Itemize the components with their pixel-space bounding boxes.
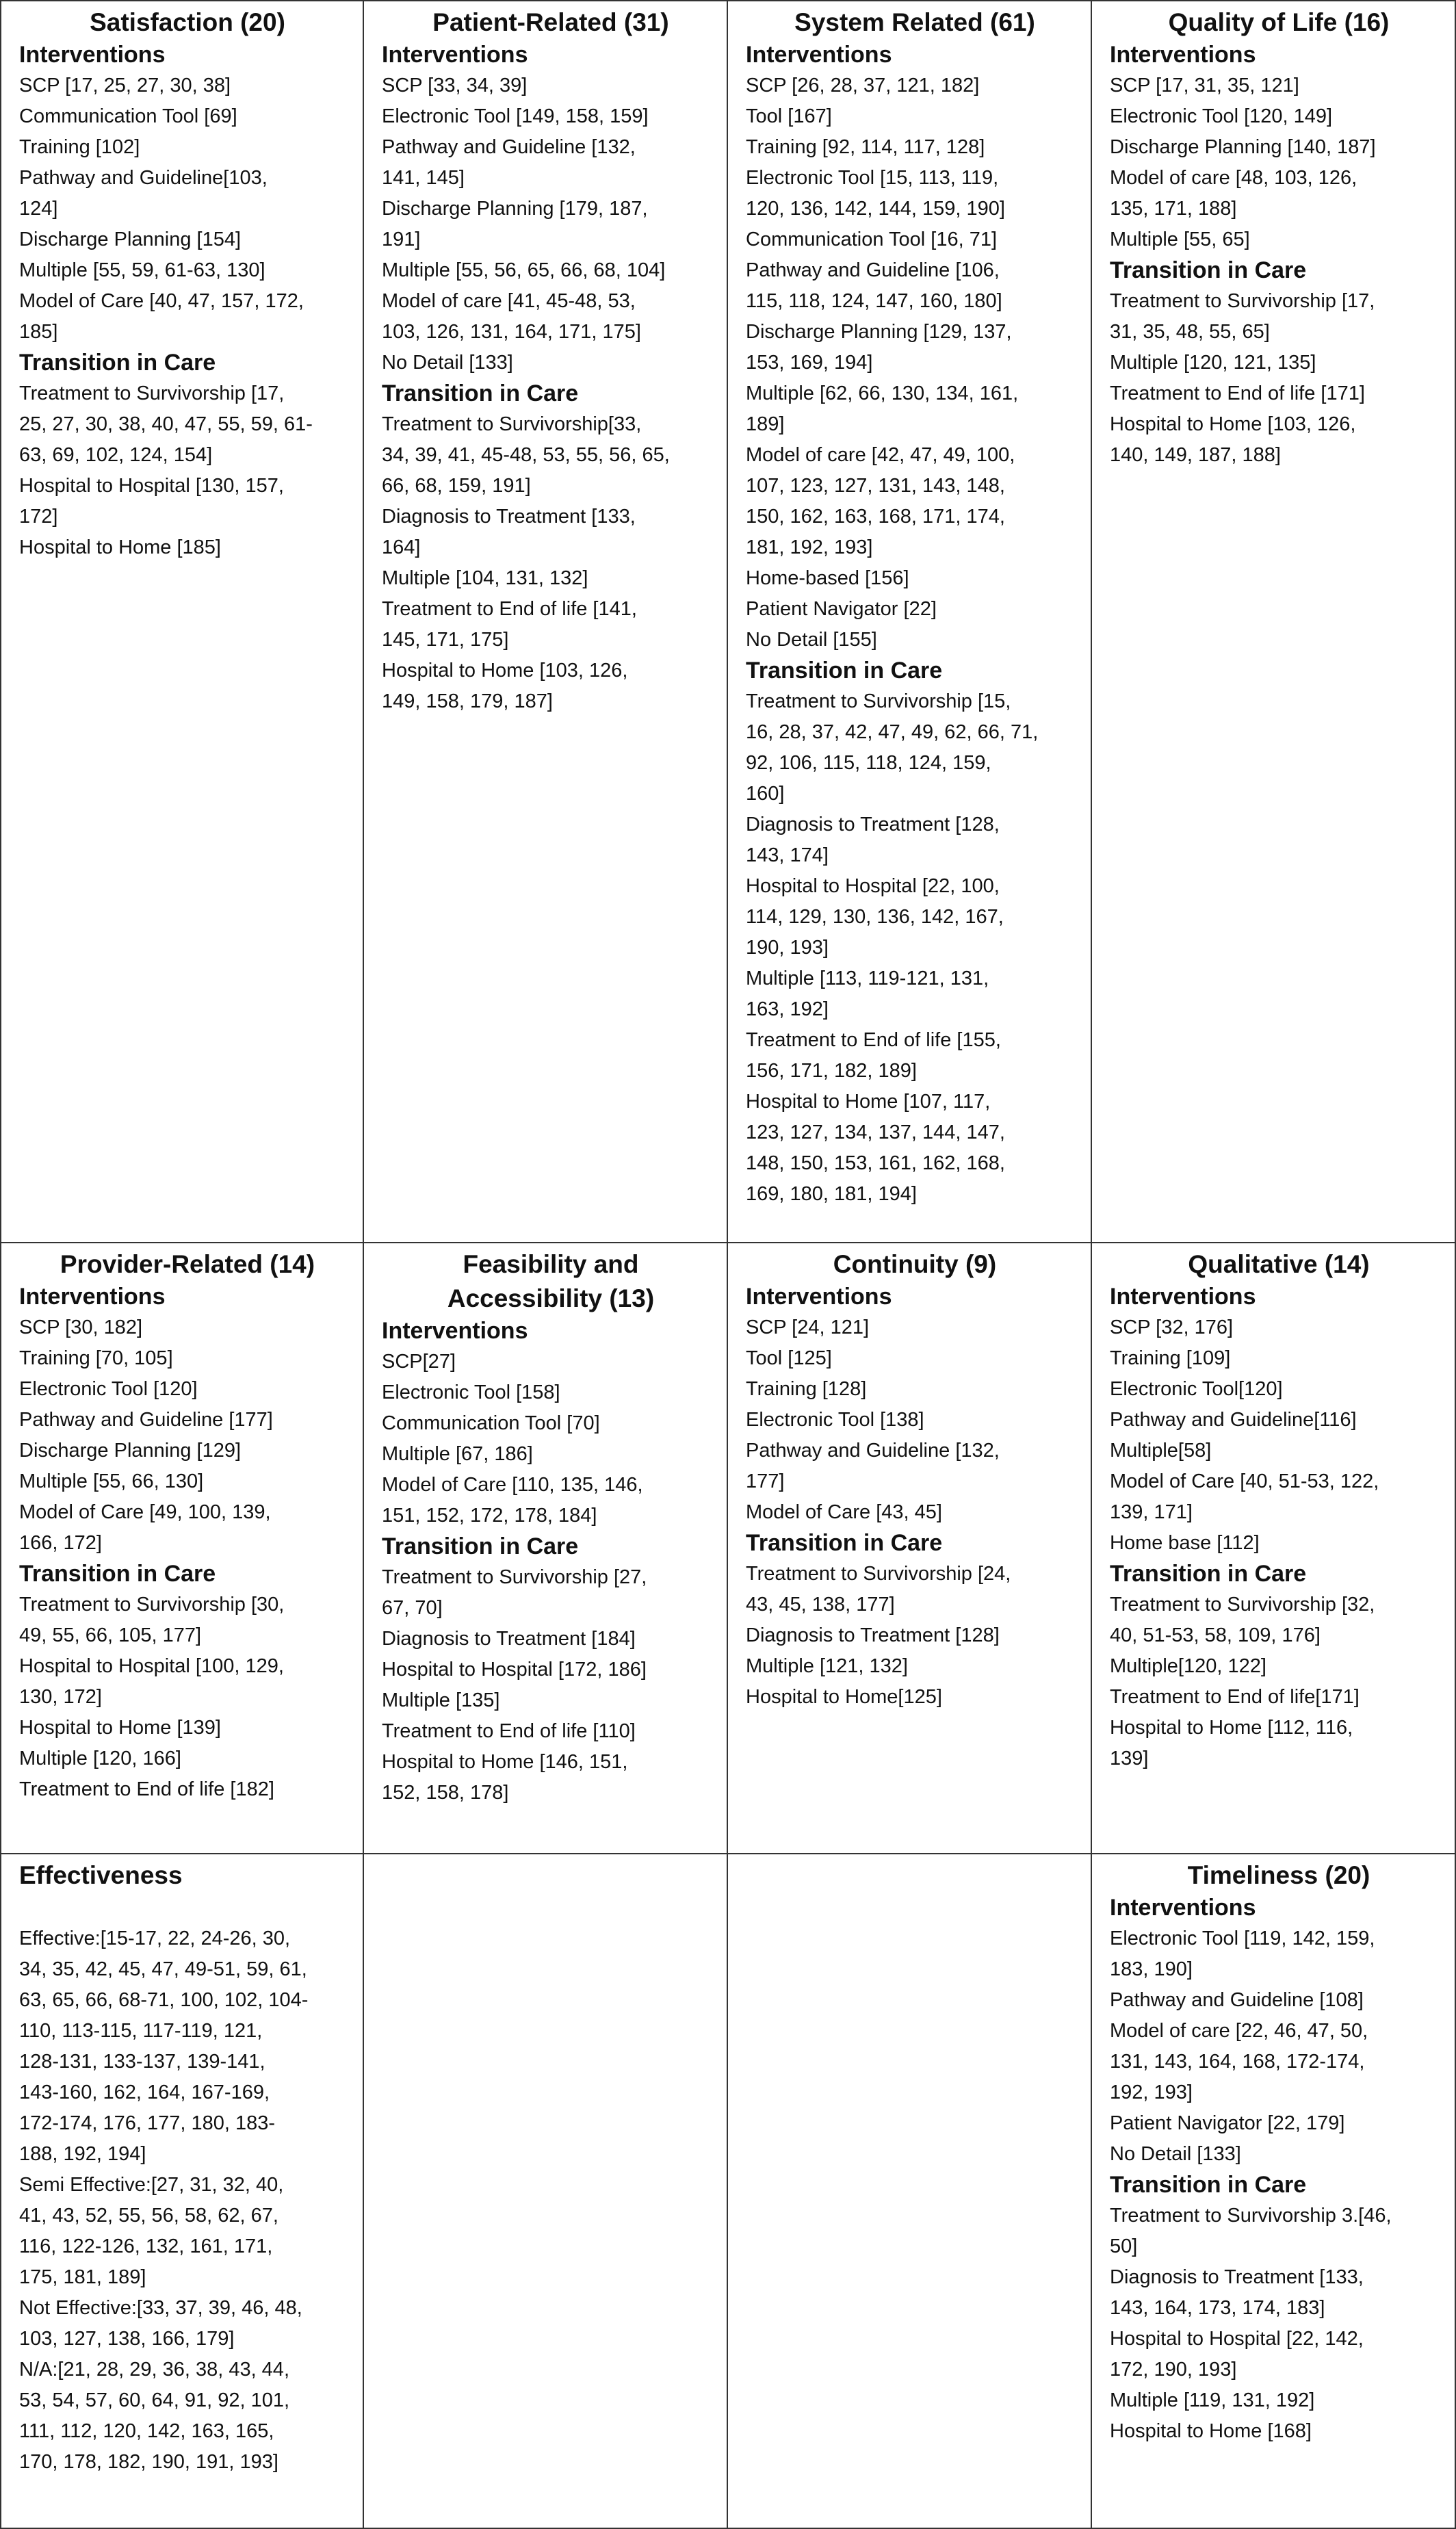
cell-title: Continuity (9) — [833, 1250, 997, 1278]
reference-line: 41, 43, 52, 55, 56, 58, 62, 67, — [19, 2205, 278, 2227]
reference-line: Treatment to Survivorship [30, — [19, 1594, 285, 1616]
spacer — [19, 1893, 356, 1923]
reference-line: Treatment to Survivorship 3.[46, — [1110, 2205, 1392, 2227]
reference-line: SCP [26, 28, 37, 121, 182] — [746, 75, 980, 96]
reference-line: Discharge Planning [140, 187] — [1110, 136, 1376, 158]
reference-line: Model of Care [43, 45] — [746, 1501, 942, 1523]
reference-line: 67, 70] — [382, 1597, 443, 1619]
reference-line: Hospital to Home [139] — [19, 1717, 221, 1739]
reference-line: Training [70, 105] — [19, 1347, 173, 1369]
reference-line: Diagnosis to Treatment [133, — [1110, 2266, 1364, 2288]
reference-line: SCP [17, 25, 27, 30, 38] — [19, 75, 231, 96]
reference-line: 192, 193] — [1110, 2081, 1193, 2103]
section-heading: Transition in Care — [19, 1561, 216, 1587]
reference-line: 92, 106, 115, 118, 124, 159, — [746, 752, 991, 774]
reference-line: Treatment to End of life [171] — [1110, 382, 1365, 404]
reference-line: Treatment to End of life [155, — [746, 1029, 1001, 1051]
reference-line: 49, 55, 66, 105, 177] — [19, 1624, 202, 1646]
reference-line: SCP [24, 121] — [746, 1317, 870, 1338]
reference-line: Multiple [120, 166] — [19, 1748, 181, 1769]
reference-line: No Detail [133] — [1110, 2143, 1241, 2165]
reference-line: 63, 65, 66, 68-71, 100, 102, 104- — [19, 1989, 309, 2011]
reference-line: Multiple [55, 59, 61-63, 130] — [19, 259, 265, 281]
section-heading: Transition in Care — [746, 658, 943, 684]
reference-line: 169, 180, 181, 194] — [746, 1183, 917, 1205]
cell-title: Timeliness (20) — [1187, 1861, 1370, 1889]
cell-title: Satisfaction (20) — [90, 8, 285, 36]
reference-line: Model of Care [49, 100, 139, — [19, 1501, 271, 1523]
table-cell — [0, 1853, 364, 2529]
reference-line: 181, 192, 193] — [746, 536, 873, 558]
reference-line: 151, 152, 172, 178, 184] — [382, 1505, 597, 1527]
reference-line: Multiple [113, 119-121, 131, — [746, 968, 989, 989]
reference-line: 153, 169, 194] — [746, 352, 873, 374]
table-cell — [0, 1242, 364, 1854]
reference-line: 175, 181, 189] — [19, 2266, 146, 2288]
cell-title: Effectiveness — [19, 1861, 183, 1889]
reference-line: 172, 190, 193] — [1110, 2359, 1237, 2381]
section-heading: Interventions — [746, 42, 892, 68]
reference-line: 183, 190] — [1110, 1958, 1193, 1980]
reference-line: 43, 45, 138, 177] — [746, 1594, 895, 1616]
section-heading: Interventions — [1110, 1895, 1256, 1921]
section-heading: Interventions — [19, 1284, 166, 1310]
reference-line: Electronic Tool[120] — [1110, 1378, 1283, 1400]
reference-line: Training [102] — [19, 136, 140, 158]
reference-line: Pathway and Guideline[103, — [19, 167, 268, 189]
reference-line: 103, 127, 138, 166, 179] — [19, 2328, 235, 2350]
reference-line: 25, 27, 30, 38, 40, 47, 55, 59, 61- — [19, 413, 313, 435]
table-cell — [1091, 1242, 1456, 1854]
reference-line: 53, 54, 57, 60, 64, 91, 92, 101, — [19, 2389, 290, 2411]
reference-line: 116, 122-126, 132, 161, 171, — [19, 2235, 273, 2257]
reference-line: Treatment to Survivorship [17, — [19, 382, 285, 404]
reference-line: Communication Tool [69] — [19, 105, 237, 127]
reference-line: Discharge Planning [129, 137, — [746, 321, 1012, 343]
reference-line: Multiple [55, 66, 130] — [19, 1470, 204, 1492]
reference-line: SCP[27] — [382, 1351, 456, 1373]
reference-line: 185] — [19, 321, 58, 343]
reference-line: Training [109] — [1110, 1347, 1231, 1369]
reference-line: 166, 172] — [19, 1532, 102, 1554]
reference-line: Pathway and Guideline [132, — [746, 1440, 1000, 1462]
section-heading: Interventions — [1110, 1284, 1256, 1310]
table-cell — [1091, 0, 1456, 1243]
reference-line: 66, 68, 159, 191] — [382, 475, 531, 497]
table-cell — [363, 0, 728, 1243]
reference-line: Hospital to Home [112, 116, — [1110, 1717, 1353, 1739]
reference-line: Electronic Tool [119, 142, 159, — [1110, 1928, 1375, 1949]
reference-line: Hospital to Home [107, 117, — [746, 1091, 991, 1113]
table-cell — [363, 1853, 728, 2529]
reference-line: Model of care [22, 46, 47, 50, — [1110, 2020, 1368, 2042]
reference-line: 16, 28, 37, 42, 47, 49, 62, 66, 71, — [746, 721, 1039, 743]
reference-line: 139] — [1110, 1748, 1149, 1769]
reference-line: Discharge Planning [154] — [19, 229, 242, 250]
table-cell — [727, 1853, 1092, 2529]
reference-line: Treatment to End of life [110] — [382, 1720, 636, 1742]
reference-line: Hospital to Home [103, 126, — [1110, 413, 1356, 435]
reference-line: Multiple [62, 66, 130, 134, 161, — [746, 382, 1019, 404]
reference-line: 135, 171, 188] — [1110, 198, 1237, 220]
table-cell — [727, 0, 1092, 1243]
reference-line: Effective:[15-17, 22, 24-26, 30, — [19, 1928, 291, 1949]
section-heading: Transition in Care — [1110, 257, 1307, 283]
reference-line: Hospital to Home[125] — [746, 1686, 942, 1708]
reference-line: 139, 171] — [1110, 1501, 1193, 1523]
reference-line: 128-131, 133-137, 139-141, — [19, 2051, 265, 2073]
reference-line: Treatment to End of life [141, — [382, 598, 637, 620]
reference-line: Home-based [156] — [746, 567, 909, 589]
section-heading: Transition in Care — [1110, 1561, 1307, 1587]
reference-line: Communication Tool [70] — [382, 1412, 600, 1434]
reference-line: 149, 158, 179, 187] — [382, 690, 553, 712]
reference-line: 170, 178, 182, 190, 191, 193] — [19, 2451, 278, 2473]
reference-line: 190, 193] — [746, 937, 829, 959]
reference-line: 164] — [382, 536, 421, 558]
reference-line: Hospital to Home [185] — [19, 536, 221, 558]
reference-line: SCP [33, 34, 39] — [382, 75, 528, 96]
reference-line: Treatment to Survivorship [15, — [746, 690, 1011, 712]
cell-title: Qualitative (14) — [1188, 1250, 1370, 1278]
reference-line: Communication Tool [16, 71] — [746, 229, 998, 250]
section-heading: Interventions — [382, 42, 528, 68]
reference-line: Training [128] — [746, 1378, 867, 1400]
reference-line: 103, 126, 131, 164, 171, 175] — [382, 321, 641, 343]
cell-title: System Related (61) — [794, 8, 1035, 36]
reference-line: 141, 145] — [382, 167, 465, 189]
cell-title: Quality of Life (16) — [1168, 8, 1390, 36]
reference-line: 130, 172] — [19, 1686, 102, 1708]
reference-line: Discharge Planning [129] — [19, 1440, 242, 1462]
reference-line: 156, 171, 182, 189] — [746, 1060, 917, 1082]
section-heading: Interventions — [19, 42, 166, 68]
reference-line: Model of Care [40, 51-53, 122, — [1110, 1470, 1379, 1492]
reference-line: Multiple [135] — [382, 1689, 500, 1711]
section-heading: Transition in Care — [1110, 2172, 1307, 2198]
reference-line: Treatment to Survivorship[33, — [382, 413, 642, 435]
reference-line: Treatment to End of life[171] — [1110, 1686, 1360, 1708]
reference-line: Multiple [67, 186] — [382, 1443, 533, 1465]
reference-line: Model of Care [40, 47, 157, 172, — [19, 290, 304, 312]
reference-line: Training [92, 114, 117, 128] — [746, 136, 985, 158]
reference-line: 191] — [382, 229, 421, 250]
section-heading: Transition in Care — [19, 350, 216, 376]
table-cell — [363, 1242, 728, 1854]
cell-title: Provider-Related (14) — [60, 1250, 315, 1278]
reference-line: Multiple [120, 121, 135] — [1110, 352, 1316, 374]
table-cell — [0, 0, 364, 1243]
reference-line: 115, 118, 124, 147, 160, 180] — [746, 290, 1002, 312]
reference-line: Multiple[120, 122] — [1110, 1655, 1266, 1677]
reference-line: Electronic Tool [15, 113, 119, — [746, 167, 999, 189]
reference-line: Multiple [121, 132] — [746, 1655, 908, 1677]
reference-line: 31, 35, 48, 55, 65] — [1110, 321, 1270, 343]
reference-line: Treatment to End of life [182] — [19, 1778, 274, 1800]
reference-line: Treatment to Survivorship [32, — [1110, 1594, 1375, 1616]
reference-line: Patient Navigator [22, 179] — [1110, 2112, 1345, 2134]
reference-line: Model of care [42, 47, 49, 100, — [746, 444, 1015, 466]
reference-line: Pathway and Guideline [106, — [746, 259, 1000, 281]
reference-line: 107, 123, 127, 131, 143, 148, — [746, 475, 1005, 497]
reference-line: 145, 171, 175] — [382, 629, 509, 651]
reference-line: 34, 35, 42, 45, 47, 49-51, 59, 61, — [19, 1958, 307, 1980]
reference-line: 114, 129, 130, 136, 142, 167, — [746, 906, 1004, 928]
reference-line: 150, 162, 163, 168, 171, 174, — [746, 506, 1005, 528]
reference-line: No Detail [133] — [382, 352, 513, 374]
reference-line: 40, 51-53, 58, 109, 176] — [1110, 1624, 1321, 1646]
reference-line: 123, 127, 134, 137, 144, 147, — [746, 1121, 1005, 1143]
section-heading: Transition in Care — [746, 1530, 943, 1556]
reference-line: Electronic Tool [158] — [382, 1382, 560, 1403]
reference-line: Electronic Tool [120, 149] — [1110, 105, 1333, 127]
reference-line: 152, 158, 178] — [382, 1782, 509, 1804]
reference-line: 140, 149, 187, 188] — [1110, 444, 1281, 466]
reference-line: Treatment to Survivorship [17, — [1110, 290, 1375, 312]
reference-line: Tool [167] — [746, 105, 832, 127]
reference-line: Model of care [41, 45-48, 53, — [382, 290, 636, 312]
reference-line: Multiple [104, 131, 132] — [382, 567, 588, 589]
section-heading: Interventions — [746, 1284, 892, 1310]
section-heading: Transition in Care — [382, 380, 579, 406]
reference-line: Patient Navigator [22] — [746, 598, 937, 620]
reference-line: Hospital to Hospital [172, 186] — [382, 1659, 647, 1681]
reference-line: 143, 164, 173, 174, 183] — [1110, 2297, 1325, 2319]
reference-line: Electronic Tool [149, 158, 159] — [382, 105, 649, 127]
reference-line: Hospital to Home [103, 126, — [382, 660, 628, 682]
reference-line: Electronic Tool [138] — [746, 1409, 924, 1431]
section-heading: Interventions — [382, 1318, 528, 1344]
reference-line: Model of care [48, 103, 126, — [1110, 167, 1357, 189]
reference-line: 131, 143, 164, 168, 172-174, — [1110, 2051, 1365, 2073]
reference-line: SCP [17, 31, 35, 121] — [1110, 75, 1299, 96]
reference-line: 111, 112, 120, 142, 163, 165, — [19, 2420, 274, 2442]
reference-line: N/A:[21, 28, 29, 36, 38, 43, 44, — [19, 2359, 289, 2381]
reference-line: 143-160, 162, 164, 167-169, — [19, 2081, 270, 2103]
reference-line: 124] — [19, 198, 58, 220]
reference-line: Diagnosis to Treatment [128] — [746, 1624, 1000, 1646]
reference-line: Pathway and Guideline [177] — [19, 1409, 273, 1431]
cell-title: Patient-Related (31) — [432, 8, 669, 36]
reference-line: Hospital to Home [146, 151, — [382, 1751, 628, 1773]
cell-title: Feasibility and Accessibility (13) — [447, 1250, 655, 1312]
section-heading: Interventions — [1110, 42, 1256, 68]
reference-line: 188, 192, 194] — [19, 2143, 146, 2165]
reference-line: Hospital to Hospital [100, 129, — [19, 1655, 284, 1677]
reference-line: Hospital to Hospital [22, 142, — [1110, 2328, 1364, 2350]
reference-line: Hospital to Hospital [22, 100, — [746, 875, 1000, 897]
reference-line: Multiple [55, 56, 65, 66, 68, 104] — [382, 259, 666, 281]
reference-line: Pathway and Guideline [132, — [382, 136, 636, 158]
reference-line: Diagnosis to Treatment [133, — [382, 506, 636, 528]
reference-line: Hospital to Home [168] — [1110, 2420, 1312, 2442]
reference-line: Multiple [119, 131, 192] — [1110, 2389, 1315, 2411]
reference-line: 148, 150, 153, 161, 162, 168, — [746, 1152, 1005, 1174]
reference-line: 143, 174] — [746, 844, 829, 866]
reference-line: Discharge Planning [179, 187, — [382, 198, 648, 220]
reference-line: 177] — [746, 1470, 785, 1492]
reference-line: Pathway and Guideline[116] — [1110, 1409, 1357, 1431]
table-cell — [1091, 1853, 1456, 2529]
reference-line: Treatment to Survivorship [24, — [746, 1563, 1011, 1585]
reference-line: 189] — [746, 413, 785, 435]
reference-line: Multiple[58] — [1110, 1440, 1212, 1462]
reference-line: Semi Effective:[27, 31, 32, 40, — [19, 2174, 284, 2196]
reference-line: Multiple [55, 65] — [1110, 229, 1250, 250]
reference-line: No Detail [155] — [746, 629, 877, 651]
reference-line: Diagnosis to Treatment [184] — [382, 1628, 636, 1650]
reference-line: Diagnosis to Treatment [128, — [746, 814, 1000, 835]
reference-line: SCP [30, 182] — [19, 1317, 143, 1338]
reference-line: Model of Care [110, 135, 146, — [382, 1474, 643, 1496]
reference-line: Hospital to Hospital [130, 157, — [19, 475, 284, 497]
reference-line: 110, 113-115, 117-119, 121, — [19, 2020, 263, 2042]
reference-line: Tool [125] — [746, 1347, 832, 1369]
reference-line: 34, 39, 41, 45-48, 53, 55, 56, 65, — [382, 444, 670, 466]
reference-line: SCP [32, 176] — [1110, 1317, 1234, 1338]
reference-line: 172-174, 176, 177, 180, 183- — [19, 2112, 276, 2134]
reference-line: 63, 69, 102, 124, 154] — [19, 444, 213, 466]
reference-line: Pathway and Guideline [108] — [1110, 1989, 1364, 2011]
reference-line: Treatment to Survivorship [27, — [382, 1566, 647, 1588]
reference-line: Not Effective:[33, 37, 39, 46, 48, — [19, 2297, 302, 2319]
reference-line: 120, 136, 142, 144, 159, 190] — [746, 198, 1005, 220]
reference-line: 160] — [746, 783, 785, 805]
reference-line: Home base [112] — [1110, 1532, 1260, 1554]
reference-line: 172] — [19, 506, 58, 528]
section-heading: Transition in Care — [382, 1533, 579, 1559]
reference-line: 50] — [1110, 2235, 1138, 2257]
reference-line: 163, 192] — [746, 998, 829, 1020]
table-cell — [727, 1242, 1092, 1854]
reference-line: Electronic Tool [120] — [19, 1378, 198, 1400]
